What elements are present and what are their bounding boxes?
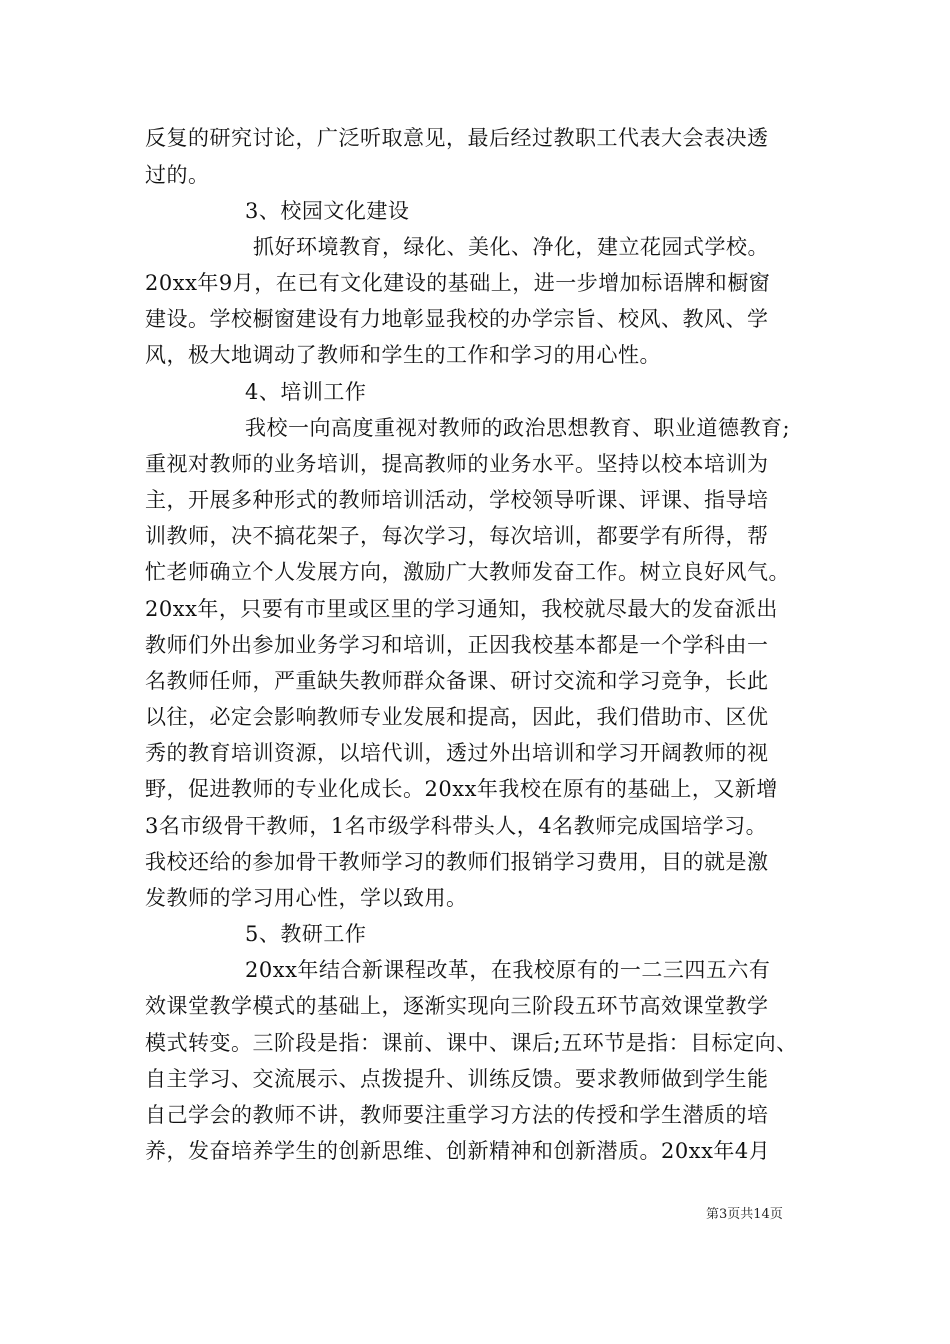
text-line: 20xx年9月，在已有文化建设的基础上，进一步增加标语牌和橱窗 — [145, 271, 771, 295]
text-line: 效课堂教学模式的基础上，逐渐实现向三阶段五环节高效课堂教学 — [145, 994, 769, 1018]
text-line: 我校还给的参加骨干教师学习的教师们报销学习费用，目的就是激 — [145, 850, 769, 874]
text-line: 训教师，决不搞花架子，每次学习，每次培训，都要学有所得，帮 — [145, 524, 769, 548]
text-line: 自主学习、交流展示、点拨提升、训练反馈。要求教师做到学生能 — [145, 1067, 769, 1091]
text-line: 教师们外出参加业务学习和培训，正因我校基本都是一个学科由一 — [145, 633, 769, 657]
section-heading: 4、培训工作 — [245, 380, 367, 404]
text-line: 秀的教育培训资源，以培代训，透过外出培训和学习开阔教师的视 — [145, 741, 769, 765]
page-number-footer: 第3页共14页 — [706, 1207, 783, 1222]
text-line: 重视对教师的业务培训，提高教师的业务水平。坚持以校本培训为 — [145, 452, 769, 476]
text-line: 自己学会的教师不讲，教师要注重学习方法的传授和学生潜质的培 — [145, 1103, 769, 1127]
text-line: 模式转变。三阶段是指：课前、课中、课后;五环节是指：目标定向、 — [145, 1031, 798, 1055]
text-line: 养，发奋培养学生的创新思维、创新精神和创新潜质。20xx年4月 — [145, 1139, 771, 1163]
text-line: 以往，必定会影响教师专业发展和提高，因此，我们借助市、区优 — [145, 705, 769, 729]
text-line: 20xx年，只要有市里或区里的学习通知，我校就尽最大的发奋派出 — [145, 597, 778, 621]
text-line: 20xx年结合新课程改革，在我校原有的一二三四五六有 — [245, 958, 771, 982]
section-heading: 3、校园文化建设 — [245, 199, 410, 223]
text-line: 忙老师确立个人发展方向，激励广大教师发奋工作。树立良好风气。 — [145, 560, 790, 584]
section-heading: 5、教研工作 — [245, 922, 367, 946]
text-line: 反复的研究讨论，广泛听取意见，最后经过教职工代表大会表决透 — [145, 126, 769, 150]
text-line: 过的。 — [145, 163, 210, 187]
text-line: 主，开展多种形式的教师培训活动，学校领导听课、评课、指导培 — [145, 488, 769, 512]
text-line: 风，极大地调动了教师和学生的工作和学习的用心性。 — [145, 343, 661, 367]
text-line: 建设。学校橱窗建设有力地彰显我校的办学宗旨、校风、教风、学 — [145, 307, 769, 331]
text-line: 名教师任师，严重缺失教师群众备课、研讨交流和学习竞争，长此 — [145, 669, 769, 693]
text-line: 我校一向高度重视对教师的政治思想教育、职业道德教育; — [245, 416, 791, 440]
text-line: 3名市级骨干教师，1名市级学科带头人，4名教师完成国培学习。 — [145, 814, 768, 838]
text-line: 发教师的学习用心性，学以致用。 — [145, 886, 468, 910]
text-line: 抓好环境教育，绿化、美化、净化，建立花园式学校。 — [253, 235, 769, 259]
text-line: 野，促进教师的专业化成长。20xx年我校在原有的基础上，又新增 — [145, 777, 778, 801]
